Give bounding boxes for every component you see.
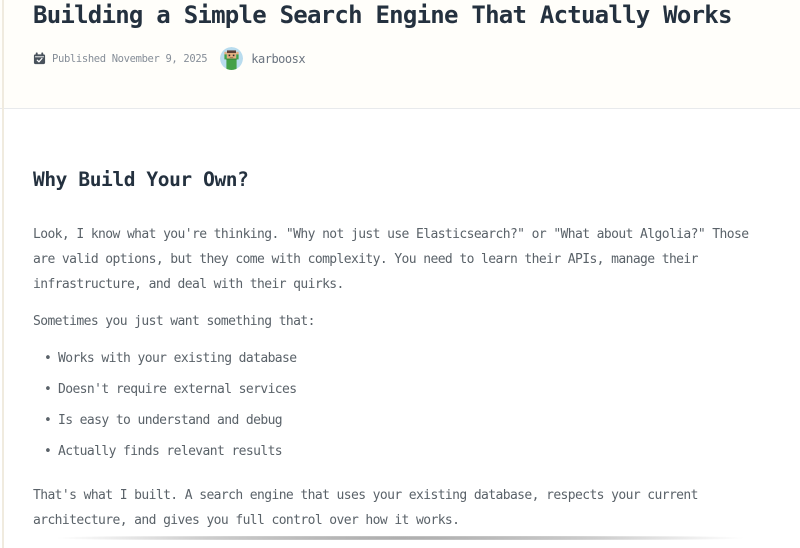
post-meta-row [33,47,767,70]
list-item: • Works with your existing database [44,346,767,371]
author-avatar[interactable] [220,47,243,70]
list-item: • Doesn't require external services [44,377,767,402]
bottom-shadow-divider [55,536,745,540]
published-date: Published November 9, 2025 [52,52,208,65]
author-link[interactable]: karboosx [251,51,306,66]
section-heading: Why Build Your Own? [33,168,249,191]
paragraph-intro: Look, I know what you're thinking. "Why not just use Elasticsearch?" or "What about Algolia?" Those are valid options, but they come with complexity. You need to learn their APIs, manage their infrastructure, and deal with their quirks. [33,227,749,292]
paragraph-lead-in: Sometimes you just want something that: [33,314,315,329]
paragraph-closing: That's what I built. A search engine that uses your existing database, respects your current architecture, and gives you full control over how it works. [33,488,698,528]
post-header [0,0,800,109]
page-title: Building a Simple Search Engine That Actually Works [33,1,732,29]
post-content [0,109,800,533]
list-item: • Actually finds relevant results [44,439,767,464]
left-accent-line [2,0,4,548]
list-item: • Is easy to understand and debug [44,408,767,433]
calendar-check-icon [33,52,46,65]
feature-bullet-list [33,346,767,464]
